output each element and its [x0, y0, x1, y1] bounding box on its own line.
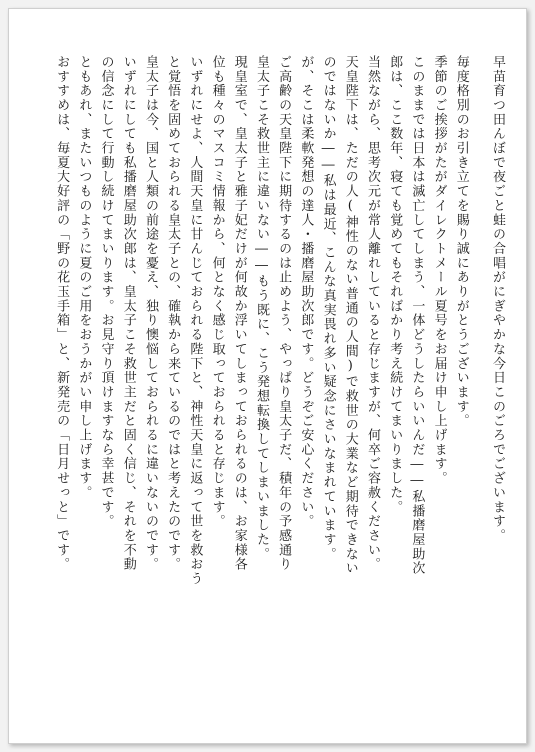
letter-line: 毎度格別のお引き立てを賜り誠にありがとうございます。 [453, 55, 469, 429]
letter-line: 当然ながら、思考次元が常人離れしていると存じますが、何卒ご容赦ください。 [364, 55, 380, 572]
letter-line: ご高齢の天皇陛下に期待するのは止めよう、やっぱり皇太子だ、積年の予感通り [276, 55, 292, 572]
letter-line: 皇太子は今、国と人類の前途を憂え、独り懊悩しておられるに違いないのです。 [142, 55, 158, 572]
letter-line: の信念にして行動し続けてまいります。お見守り頂けますなら幸甚です。 [98, 55, 114, 529]
letter-line: ともあれ、またいつものように夏のご用をおうかがい申し上げます。 [76, 55, 92, 500]
letter-line: 早苗育つ田んぼで夜ごと蛙の合唱がにぎやかな今日このごろでございます。 [490, 55, 505, 543]
letter-line: いずれにせよ、人間天皇に甘んじておられる陛下と、神性天皇に返って世を救おう [187, 55, 203, 586]
letter-line: 天皇陛下は、ただの人(神性のない普通の人間)で救世の大業など期待できない [342, 55, 358, 576]
letter-line: 位も種々のマスコミ情報から、何となく感じ取っておられると存じます。 [209, 55, 225, 529]
letter-line: 現皇室で、皇太子と雅子妃だけが何故か浮いてしまっておられるのは、お家様各 [231, 55, 247, 572]
letter-line: 季節のご挨拶がたがダイレクトメール夏号をお届け申し上げます。 [431, 55, 447, 486]
letter-date-line [8, 55, 38, 695]
letter-line: このままでは日本は滅亡してしまう、一体どうしたらいいんだ――私播磨屋助次 [409, 55, 425, 576]
letter-text [8, 55, 508, 695]
letter-line: が、そこは柔軟発想の達人・播磨屋助次郎です。どうぞご安心ください。 [298, 55, 314, 529]
letter-page [8, 8, 527, 744]
letter-gap [38, 55, 50, 695]
letter-line: おすすめは、毎夏大好評の「野の花玉手箱」と、新発売の「日月せっと」です。 [54, 55, 70, 572]
letter-line: 皇太子こそ救世主に違いない――もう既に、こう発想転換してしまいました。 [253, 55, 269, 562]
letter-line: いずれにしても私播磨屋助次郎は、皇太子こそ救世主だと固く信じ、それを不動 [120, 55, 136, 572]
letter-line: と覚悟を固めておられる皇太子との、確執から来ているのではと考えたのです。 [165, 55, 181, 572]
letter-line: 郎は、ここ数年、寝ても覚めてもそればかり考え続けてまいりました。 [387, 55, 403, 515]
letter-line: のではないか――私は最近、こんな真実畏れ多い疑念にさいなまれています。 [320, 55, 336, 562]
